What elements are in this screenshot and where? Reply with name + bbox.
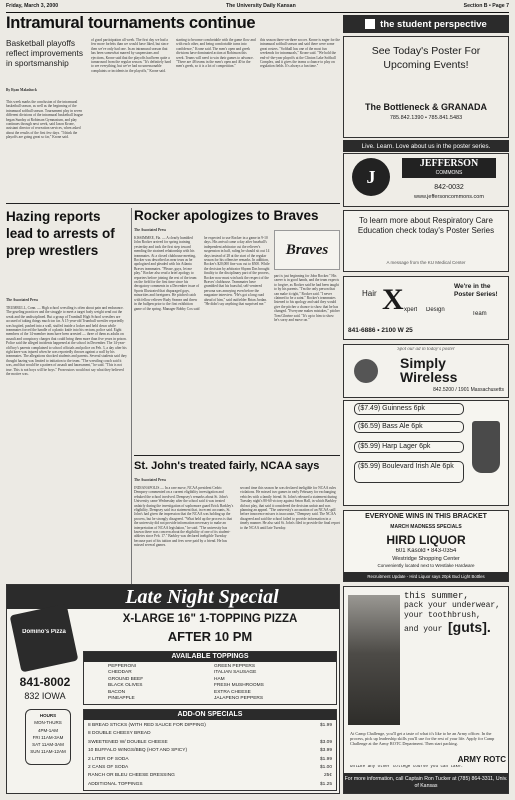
masthead-section: Section B • Page 7 xyxy=(463,3,509,9)
addon-price: $3.09 xyxy=(319,739,332,745)
simply-name-2: Wireless xyxy=(400,369,458,385)
army-line-2: pack your underwear, xyxy=(404,601,501,610)
topping-item: GREEN PEPPERS xyxy=(214,664,256,669)
dominos-after: AFTER 10 PM xyxy=(167,629,253,644)
army-footer: For more information, call Captain Ron Tucker at (785) 864-3311, Univ. of Kansas xyxy=(344,773,508,793)
topping-item: FRESH MUSHROOMS xyxy=(214,683,264,689)
addon-row xyxy=(88,747,332,755)
addon-row xyxy=(88,722,332,730)
masthead-paper-name: The University Daily Kansan xyxy=(225,3,296,9)
addon-row xyxy=(88,756,332,764)
topping-item: CHEDDAR xyxy=(108,670,132,676)
hird-banner: EVERYONE WINS IN THIS BRACKET xyxy=(365,513,487,520)
topping-item: ITALIAN SAUSAGE xyxy=(214,670,257,676)
addon-price: 25¢ xyxy=(323,773,332,779)
army-body: At Camp Challenge, you'll get a taste of what it's like to be an Army officer. In the process, pick up leadership skills you'll use for the rest of your life. Apply for Camp Challenge at the Army ROTC Department. Then start packing. xyxy=(350,731,495,747)
topping-item: EXTRA CHEESE xyxy=(214,689,251,695)
bottleneck-line-2: Upcoming Events! xyxy=(383,59,469,71)
hird-address: 601 Kasold • 843-0354 xyxy=(395,548,457,554)
addon-row xyxy=(88,764,332,772)
respiratory-ad xyxy=(343,210,509,272)
army-line-4b: [guts]. xyxy=(448,619,491,635)
hird-sub2: Conveniently located next to Westlake Hardware xyxy=(377,563,475,568)
addon-row xyxy=(88,772,332,780)
stjohns-source: The Associated Press xyxy=(134,478,167,482)
lead-column-1: This week marks the conclusion of the intramural basketball season, as well as the beginning of the intramural softball season. Tournament play in seven different divisions of the intramural basketball league began Sunday at Robinson Gymnasium, and play continues through next week, said Jason Krone, assistant director of recreation services, when asked about the results of the first few days. "I think the playoffs are going great so far," Krone said. xyxy=(6,100,83,140)
topping-item: BACON xyxy=(108,689,126,695)
hair-phone: 841-6886 • 2100 W 25 xyxy=(348,327,413,334)
hair-design-label: Design xyxy=(426,307,445,313)
jefferson-banner: Live. Learn. Love about us in the poster series. xyxy=(343,140,509,152)
dominos-toppings-right xyxy=(214,664,324,702)
dominos-title: Late Night Special xyxy=(125,586,279,608)
lead-divider xyxy=(6,203,340,204)
stjohns-body: INDIANAPOLIS — In a rare move, NCAA president Cedric Dempsey commented on a current eligibility investigation and rebuked the school involved. Dempsey's remarks about St. John's University came Wednesday after the school said it was treated unfairly during the investigation of sophomore guard Erick Barkley's eligibility. Dempsey said in a statement that, in recent accounts, St. John's had given the impression that the NCAA was holding up the process, but he strongly disagreed. "What held up the process is that the university did not provide information necessary to make an interpretation of NCAA legislation," he said. "The university has known there was concern about the eligibility of one of its student-athletes since Feb. 17." Barkley was declared ineligible Tuesday because part of his tuition and fees were paid by a friend. He has missed several games. xyxy=(134,486,234,548)
simply-logo-icon xyxy=(354,359,378,383)
addon-item: 10 BUFFALO WINGS/BBQ (HOT AND SPICY) xyxy=(88,748,188,754)
bottleneck-phones: 785.842.1390 • 785.841.5483 xyxy=(389,115,463,121)
army-slogan: Unlike any other college course you can take. xyxy=(350,765,464,769)
addon-price: $1.99 xyxy=(319,756,332,762)
addon-item: 8 DOUBLE CHEESY BREAD xyxy=(88,731,151,737)
respiratory-sub: A message from the KU Medical Center xyxy=(386,260,466,265)
hird-location: Westridge Shopping Center xyxy=(392,556,460,562)
beer-item-4: ($5.99) Boulevard Irish Ale 6pk xyxy=(354,461,464,483)
stjohns-headline: St. John's treated fairly, NCAA says xyxy=(134,460,320,472)
stjohns-column-2: second time this season he was declared ineligible for NCAA rules violations. He missed two games in early February for exchanging vehicles with a family friend. St. John's released a statement during Tuesday night's 80-60 victory against Seton Hall, in which Barkley did not play, that said it considered the decision unfair and was planning an appeal. "The university's accusation of an NCAA spill before innocence misses is inaccurate," Dempsey said. The NCAA disagreed and said the school failed to provide information in a timely manner. He also said St. John's filed to provide the final report to the NCAA until late Tuesday. xyxy=(240,486,340,530)
jefferson-website: www.jeffersoncommons.com xyxy=(414,194,484,200)
addon-item: 8 BREAD STICKS (WITH RED SAUCE FOR DIPPING) xyxy=(88,723,206,728)
jefferson-name-box xyxy=(402,158,496,178)
addon-row xyxy=(88,730,332,738)
student-perspective-text: the student perspective xyxy=(380,18,487,30)
jefferson-ad xyxy=(343,153,509,207)
lead-column-4: this season three-on-three soccer. Krone is eager for the intramural softball season and said there were some great rosters. "Softball has one of the most fun weekends for intramurals," Krone said. "We hold the end-of-the-year playoffs at the Clinton Lake Softball Complex, and it gives the teams a chance to play on regulation fields. It's always a fun time." xyxy=(260,38,340,69)
dominos-hours-line: SAT 11AM-3AM xyxy=(32,742,64,748)
masthead xyxy=(6,3,509,13)
dominos-phone: 841-8002 xyxy=(19,675,71,689)
army-line-3: your toothbrush, xyxy=(404,611,481,620)
dominos-addons-box xyxy=(83,709,337,791)
hair-poster-note: We're in the Poster Series! xyxy=(454,283,498,298)
topping-item: HAM xyxy=(214,676,225,682)
army-rotc-ad xyxy=(343,586,509,794)
hazing-body: TRUMBULL, Conn. — High school wrestling is often about pain and endurance. The grueling practices and the struggle to meet a target body weight send out the weak and the undisciplined. But a group of Trumbull High School wrestlers are accused of taking things much too far. A 15-year-old Trumbull wrestler reportedly was hogtied, pushed into a wall, stuffed inside a locker and held down while teammates forced the handle of a plastic knife into his rectum, police said. Eight members of the 14-member team have been arrested — three of them as adults on assault and conspiracy charges that could bring them more than five years in prison. Police said the alleged incidents happened at the school in December. The 14-year-old boy's parents complained to school officials and police on Feb. 3, a day after his right knee was injured when he was reportedly thrown against a wall by his teammates. The allegations shocked students and parents. Several students said they thought hazing was limited to initiation to the team. "The wrestling coach said it was, and that would be a pattern of assault and harassment," he said. "This is not true. This is not boys will be boys." Prosecutors would not say what they believed the motive was. xyxy=(6,306,127,377)
simply-tag: Spot our ad in today's poster xyxy=(397,347,455,352)
topping-item: GROUND BEEF xyxy=(108,676,144,682)
bottleneck-name: The Bottleneck & GRANADA xyxy=(364,102,487,112)
dominos-hours-box xyxy=(25,709,71,765)
hird-liquor-ad xyxy=(343,510,509,582)
bottleneck-ad xyxy=(343,36,509,138)
dominos-hours-line: SUN 11AM-12AM xyxy=(30,749,66,755)
lead-column-2: of good participation all week. The first day we had a few more forfeits than we would have liked, but since then we've only had one. In an intramural season that has been somewhat marred by suspensions and ejections, Krone said that the playoffs had been quite a turnaround from the regular season. "It's definitely hard to see everything, but we've had no unreasonable complaints or incidents in the playoffs," Krone said. xyxy=(91,38,171,73)
hair-xpert-label: xpert xyxy=(404,307,418,313)
addon-row xyxy=(88,739,332,747)
addon-price: $3.99 xyxy=(319,748,332,754)
hazing-source: The Associated Press xyxy=(6,298,39,302)
jefferson-logo-icon: J xyxy=(352,158,390,196)
dominos-toppings-box xyxy=(83,651,337,705)
masthead-date: Friday, March 3, 2000 xyxy=(6,3,59,9)
braves-logo-text: Braves xyxy=(285,241,329,258)
army-soldier-photo xyxy=(348,595,400,725)
dominos-logo-icon xyxy=(10,604,79,673)
addon-item: ADDITIONAL TOPPINGS xyxy=(88,781,143,787)
simply-phone: 842.5200 / 1901 Massachusetts xyxy=(433,387,504,393)
braves-logo xyxy=(274,230,340,270)
lead-headline: Intramural tournaments continue xyxy=(6,14,256,32)
lead-column-3: starting to become comfortable with the game flow and with each other, and being comfortable turns into confidence," Krone said. The men's open and greek divisions have dominated action at Robinson this week. Teams will need to win their games to advance. "There are 48 teams in the men's open and 40 in the men's greek, so it is a lot of competition." xyxy=(176,38,256,69)
dominos-addons-list xyxy=(88,722,332,789)
hird-sub: MARCH MADNESS SPECIALS xyxy=(390,524,462,530)
hird-name: HIRD LIQUOR xyxy=(386,533,466,547)
jefferson-name: JEFFERSON xyxy=(419,158,479,169)
addon-item: 2 CANS OF SODA xyxy=(88,765,129,771)
beer-specials-ad xyxy=(343,400,509,506)
hair-expert-ad xyxy=(343,276,509,340)
dominos-hours-line: 4PM-1AM xyxy=(37,727,58,733)
addon-row xyxy=(88,781,332,789)
beer-item-3: ($5.99) Harp Lager 6pk xyxy=(354,441,464,453)
hair-label: Hair xyxy=(362,289,377,298)
addon-item: SWEETENED W/ DOUBLE CHEESE xyxy=(88,739,168,745)
addon-price: $1.99 xyxy=(319,723,332,728)
beer-glass-icon xyxy=(472,421,500,473)
dominos-hours-title: HOURS xyxy=(39,713,57,718)
jefferson-sub: COMMONS xyxy=(435,170,463,176)
topping-item: JALAPENO PEPPERS xyxy=(214,696,264,702)
rocker-column-3: part is just beginning for John Rocker." His career is in good hands, and the team expects to forgive, as Rocker said he had been taught to by his parents. "I'm the only person that can make it right," Rocker said. "I never claimed to be a saint." Rocker's teammates listened to his apology and said they would give the pitcher a chance to show that he has changed. "Everyone makes mistakes," pitcher Tom Glavine said. "It's up to him to show he's sorry and move on." xyxy=(274,274,340,323)
addon-price: $1.00 xyxy=(319,765,332,771)
addon-price: $1.25 xyxy=(319,781,332,787)
dominos-address: 832 IOWA xyxy=(24,691,66,701)
lead-subhead: Basketball playoffs reflect improvements in sportsmanship xyxy=(6,38,84,69)
hazing-headline: Hazing reports lead to arrests of prep wrestlers xyxy=(6,209,115,258)
beer-item-1: ($7.49) Guinness 6pk xyxy=(354,403,464,415)
army-line-1: this summer, xyxy=(404,591,469,601)
addon-item: 2 LITER OF SODA xyxy=(88,756,129,762)
rocker-source: The Associated Press xyxy=(134,228,167,232)
banner-dot-icon xyxy=(365,19,375,29)
dominos-offer: X-LARGE 16" 1-TOPPING PIZZA xyxy=(122,613,298,625)
hird-footer: Recruitment Update - Hird Liquor says 20pk Bud Light Bottles xyxy=(344,572,508,581)
bottleneck-line-1: See Today's Poster For xyxy=(371,45,481,57)
simply-wireless-ad xyxy=(343,344,509,398)
jefferson-phone: 842-0032 xyxy=(434,184,464,191)
army-line-4a: and your xyxy=(404,625,443,634)
topping-item: PEPPERONI xyxy=(108,664,136,669)
student-perspective-banner xyxy=(343,15,509,33)
lead-byline: By Ryan Malashock xyxy=(6,88,37,92)
addon-item: RANCH OR BLEU CHEESE DRESSING xyxy=(88,773,175,779)
hair-expert-logo-icon: X xyxy=(382,285,404,315)
rocker-divider xyxy=(134,455,340,456)
simply-name-1: Simply xyxy=(400,355,446,371)
hair-team-label: Team xyxy=(472,311,487,317)
topping-item: BLACK OLIVES xyxy=(108,683,143,689)
dominos-hours-line: MON-THURS xyxy=(34,720,62,726)
dominos-brand: Domino's Pizza xyxy=(22,629,66,635)
dominos-hours-line: FRI 11AM-3AM xyxy=(32,734,64,740)
dominos-toppings-left xyxy=(108,664,198,702)
dominos-ad xyxy=(6,584,340,794)
respiratory-text: To learn more about Respiratory Care Education check today's Poster Series xyxy=(357,216,495,235)
army-brand: ARMY ROTC xyxy=(457,755,506,764)
rocker-headline: Rocker apologizes to Braves xyxy=(134,208,319,223)
rocker-body: KISSIMMEE, Fla. — A clearly humbled John Rocker arrived for spring training yesterday and took the first step toward mending the strained relationship with his teammates. At a closed clubhouse meeting, Rocker was described as near tears as he apologized and pleaded with his Atlanta Braves teammates. "Please, guys, let me play." Rocker also read a brief apology to reporters before joining the rest of the team on the field for the first time since his derogatory comments in a December issue of Sports Illustrated that disparaged gays, minorities and foreigners. He pitched catch with fellow reliever Rudy Seanez and threw in the bullpen prior to the first exhibition game of the spring. Manager Bobby Cox said he expected to use Rocker in a game in 9-10 days. His arrival came a day after baseball's independent arbitrator cut the reliever's suspension in half, ruling he should sit out 14 days instead of 28 at the start of the regular season for his offensive remarks. In addition, Rocker's $20,000 fine was cut to $500. While the decision by arbitrator Shyam Das brought finality to the disciplinary part of the process, Rocker now must win back the respect of the Braves' clubhouse. Teammates have grumbled that his boastful, self-centered persona was annoying even before the magazine interview. "He's got a long road ahead of him," said outfielder Brian Jordan. "He didn't say anything that surprised me." xyxy=(134,236,270,311)
beer-item-2: ($6.59) Bass Ale 6pk xyxy=(354,421,464,433)
dominos-addons-title: ADD-ON SPECIALS xyxy=(84,710,336,720)
topping-item: PINEAPPLE xyxy=(108,696,135,702)
dominos-toppings-title: AVAILABLE TOPPINGS xyxy=(84,652,336,662)
